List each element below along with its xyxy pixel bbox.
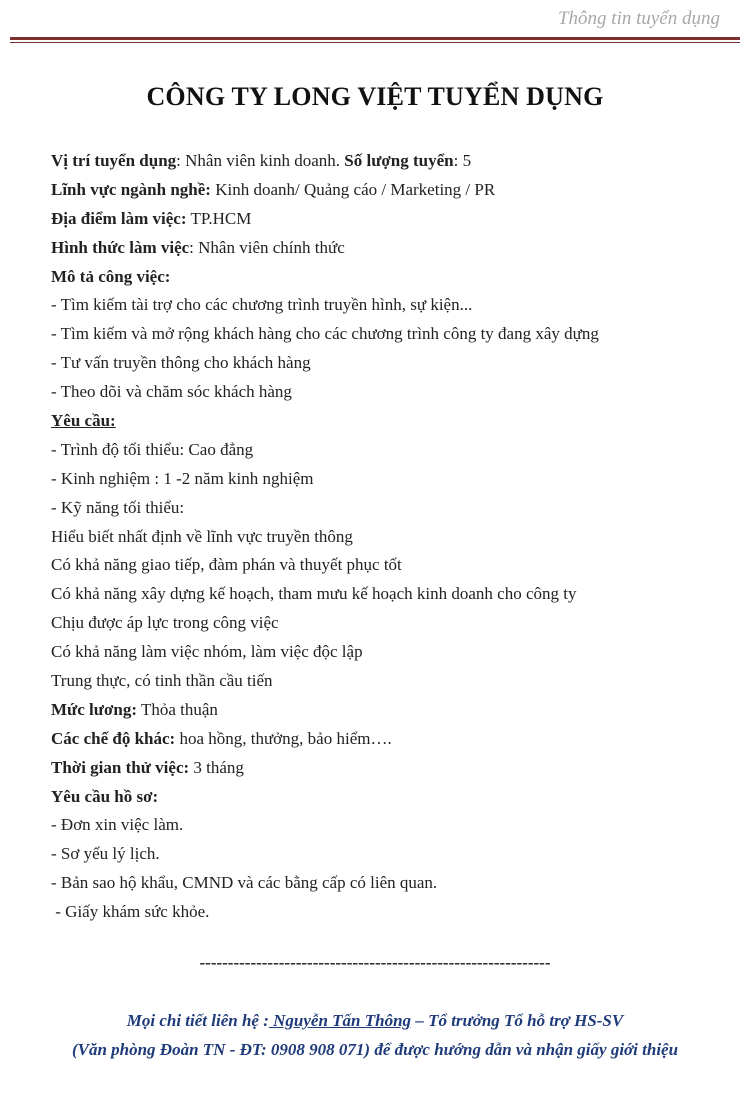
contact-line-1	[0, 1011, 750, 1031]
documents-heading: Yêu cầu hồ sơ:	[51, 786, 159, 806]
description-item: - Tìm kiếm và mở rộng khách hàng cho các chương trình công ty đang xây dựng	[51, 324, 599, 344]
description-heading: Mô tả công việc:	[51, 266, 171, 286]
probation-label: Thời gian thử việc:	[51, 757, 190, 777]
field-line	[51, 176, 711, 205]
salary-value: Thỏa thuận	[137, 699, 218, 719]
document-item: - Bản sao hộ khẩu, CMND và các bằng cấp có liên quan.	[51, 873, 438, 893]
page-header-title: Thông tin tuyển dụng	[557, 8, 720, 29]
description-item: - Theo dõi và chăm sóc khách hàng	[51, 382, 292, 402]
document-item: - Sơ yếu lý lịch.	[51, 844, 160, 864]
requirement-item: - Trình độ tối thiểu: Cao đẳng	[51, 439, 254, 459]
benefits-value: hoa hồng, thưởng, bảo hiểm….	[175, 728, 392, 748]
benefits-line	[51, 725, 711, 754]
header-rule	[10, 37, 740, 40]
quantity-value: : 5	[453, 151, 472, 170]
requirement-item: - Kinh nghiệm : 1 -2 năm kinh nghiệm	[51, 468, 314, 488]
location-line	[51, 205, 711, 234]
requirements-heading: Yêu cầu:	[51, 411, 116, 431]
header-rule-thin	[10, 42, 740, 43]
requirement-item: Hiểu biết nhất định về lĩnh vực truyền thông	[51, 526, 353, 546]
description-item: - Tìm kiếm tài trợ cho các chương trình truyền hình, sự kiện...	[51, 295, 473, 315]
location-value: TP.HCM	[186, 208, 252, 228]
divider-dashes: --------------------------------------------------------------	[199, 953, 551, 972]
position-line	[51, 147, 711, 176]
description-item: - Tư vấn truyền thông cho khách hàng	[51, 353, 311, 373]
contact-prefix: Mọi chi tiết liên hệ :	[126, 1011, 269, 1030]
field-label: Lĩnh vực ngành nghề:	[51, 179, 211, 199]
contact-line-2: (Văn phòng Đoàn TN - ĐT: 0908 908 071) để được hướng dẫn và nhận giấy giới thiệu	[71, 1040, 679, 1059]
salary-label: Mức lương:	[51, 699, 137, 719]
field-value: Kinh doanh/ Quảng cáo / Marketing / PR	[210, 179, 496, 199]
work-type-line	[51, 234, 711, 263]
requirement-item: Có khả năng xây dựng kế hoạch, tham mưu kế hoạch kinh doanh cho công ty	[51, 584, 577, 604]
contact-name: Nguyễn Tấn Thông	[268, 1011, 412, 1030]
salary-line	[51, 696, 711, 725]
page-title: CÔNG TY LONG VIỆT TUYỂN DỤNG	[146, 82, 604, 111]
document-item: - Giấy khám sức khỏe.	[51, 902, 210, 922]
requirement-item: Trung thực, có tinh thần cầu tiến	[51, 671, 273, 691]
probation-line	[51, 754, 711, 783]
document-item: - Đơn xin việc làm.	[51, 815, 184, 835]
requirement-item: - Kỹ năng tối thiểu:	[51, 497, 185, 517]
job-posting-body	[51, 147, 711, 927]
position-value: : Nhân viên kinh doanh.	[176, 151, 345, 170]
benefits-label: Các chế độ khác:	[51, 728, 176, 748]
work-type-label: Hình thức làm việc	[51, 237, 190, 257]
contact-role: – Tổ trưởng Tổ hỗ trợ HS-SV	[411, 1011, 624, 1030]
requirement-item: Có khả năng giao tiếp, đàm phán và thuyết phục tốt	[51, 555, 402, 575]
position-label: Vị trí tuyển dụng	[51, 151, 177, 170]
requirement-item: Chịu được áp lực trong công việc	[51, 613, 279, 633]
requirement-item: Có khả năng làm việc nhóm, làm việc độc lập	[51, 642, 363, 662]
quantity-label: Số lượng tuyển	[344, 151, 454, 170]
probation-value: 3 tháng	[189, 757, 244, 777]
location-label: Địa điểm làm việc:	[51, 208, 187, 228]
work-type-value: : Nhân viên chính thức	[189, 237, 345, 257]
